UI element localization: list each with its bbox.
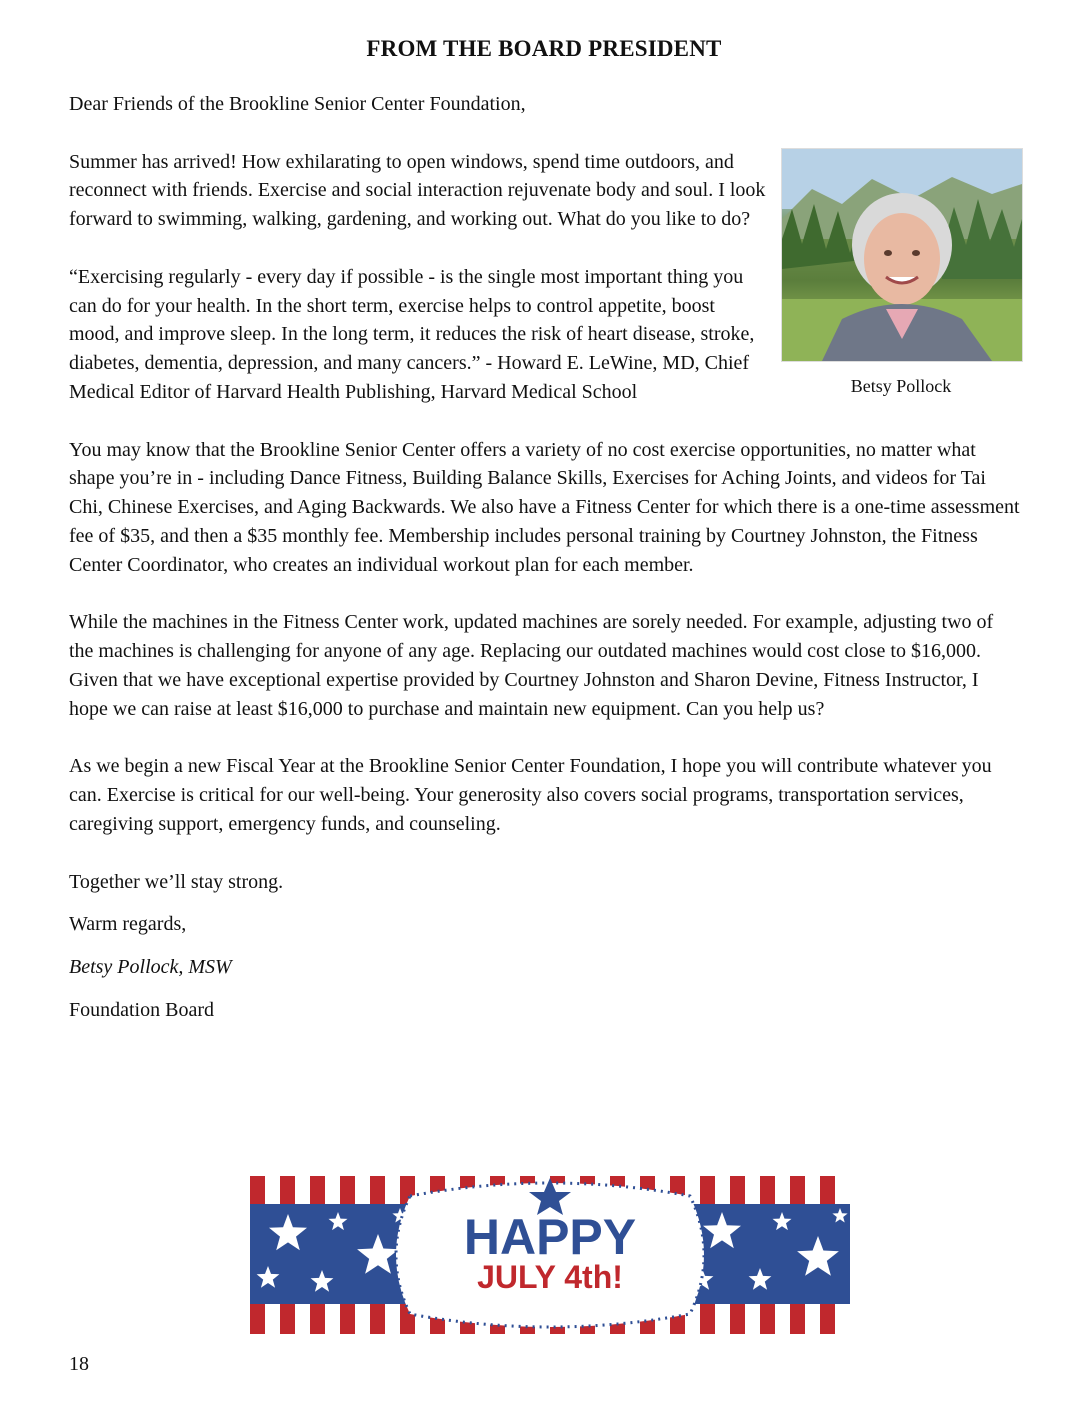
photo-caption: Betsy Pollock bbox=[850, 375, 952, 396]
salutation: Dear Friends of the Brookline Senior Center Foundation, bbox=[69, 93, 526, 115]
paragraph-machines: While the machines in the Fitness Center work, updated machines are sorely needed. For example, adjusting two of the machines is challenging for anyone of any age. Replacing our outdated machines would cost close to $16,000. Given that we have exceptional expertise provided by Courtney Johnston and Sharon Devine, Fitness Instructor, I hope we can raise at least $16,000 to purchase and maintain new equipment. Can you help us? bbox=[69, 611, 994, 720]
signature: Betsy Pollock, MSW bbox=[69, 956, 232, 979]
portrait-photo bbox=[781, 148, 1023, 362]
paragraph-fiscal-year: As we begin a new Fiscal Year at the Brookline Senior Center Foundation, I hope you will contribute whatever you can. Exercise is critical for our well-being. Your generosity also covers social programs, transportation services, caregiving support, emergency funds, and counseling. bbox=[69, 755, 992, 835]
page-title: FROM THE BOARD PRESIDENT bbox=[366, 36, 722, 61]
banner-july-text: JULY 4th! bbox=[477, 1259, 623, 1295]
page-number: 18 bbox=[69, 1353, 89, 1375]
banner-happy-text: HAPPY bbox=[463, 1209, 637, 1265]
signer-title: Foundation Board bbox=[69, 998, 214, 1021]
letter-body bbox=[69, 90, 1021, 1039]
portrait-illustration bbox=[782, 149, 1022, 361]
july-4th-banner bbox=[250, 1176, 850, 1334]
paragraph-programs: You may know that the Brookline Senior Center offers a variety of no cost exercise opportunities, no matter what shape you’re in - including Dance Fitness, Building Balance Skills, Exercises for Aching Joints, and videos for Tai Chi, Chinese Exercises, and Aging Backwards. We also have a Fitness Center for which there is a one-time assessment fee of $35, and then a $35 monthly fee. Membership includes personal training by Courtney Johnston, the Fitness Center Coordinator, who creates an individual workout plan for each member. bbox=[69, 438, 1020, 576]
portrait-figure bbox=[781, 148, 1021, 401]
banner-graphic bbox=[250, 1176, 850, 1334]
closing-line: Together we’ll stay strong. bbox=[69, 870, 284, 893]
paragraph-quote: “Exercising regularly - every day if possible - is the single most important thing you can do for your health. In the short term, exercise helps to control appetite, boost mood, and improve sleep. In the long term, it reduces the risk of heart disease, stroke, diabetes, dementia, depression, and many cancers.” - Howard E. LeWine, MD, Chief Medical Editor of Harvard Health Publishing, Harvard Medical School bbox=[69, 265, 755, 403]
paragraph-summer: Summer has arrived! How exhilarating to open windows, spend time outdoors, and reconnect with friends. Exercise and social interaction rejuvenate body and soul. I look forward to swimming, walking, gardening, and working out. What do you like to do? bbox=[69, 150, 766, 231]
sign-off: Warm regards, bbox=[69, 913, 187, 936]
